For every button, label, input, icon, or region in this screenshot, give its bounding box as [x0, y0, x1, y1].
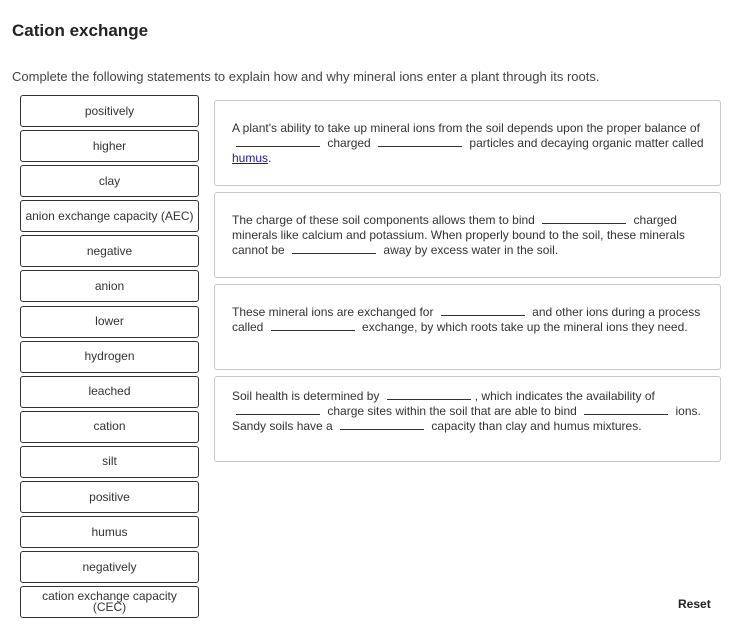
drop-blank-3a[interactable] — [441, 305, 525, 316]
statement-1-text-b: charged — [327, 136, 371, 150]
word-chip-anion-exchange-capacity[interactable]: anion exchange capacity (AEC) — [20, 200, 199, 232]
statement-4-text-d: ions. Sandy soils have a — [232, 404, 701, 433]
statement-4-text-e: capacity than clay and humus mixtures. — [431, 419, 642, 433]
word-chip-clay[interactable]: clay — [20, 165, 199, 197]
statement-3-text-b: and other ions during a process called — [232, 305, 701, 334]
statement-2-text-b: charged minerals like calcium and potassium. When properly bound to the soil, these minerals cannot be — [232, 213, 685, 257]
word-chip-humus[interactable]: humus — [20, 516, 199, 548]
statement-4-text-c: charge sites within the soil that are able to bind — [327, 404, 577, 418]
statement-box-3 — [214, 284, 721, 370]
word-chip-silt[interactable]: silt — [20, 446, 199, 478]
statement-2-text-a: The charge of these soil components allows them to bind — [232, 213, 535, 227]
statement-3-text-c: exchange, by which roots take up the mineral ions they need. — [362, 320, 688, 334]
statement-box-4 — [214, 376, 721, 462]
drop-blank-4a[interactable] — [387, 389, 471, 400]
drop-blank-1a[interactable] — [236, 136, 320, 147]
word-chip-negative[interactable]: negative — [20, 235, 199, 267]
drop-blank-2b[interactable] — [292, 243, 376, 254]
word-chip-anion[interactable]: anion — [20, 270, 199, 302]
word-chip-positively[interactable]: positively — [20, 95, 199, 127]
drop-blank-4b[interactable] — [236, 404, 320, 415]
word-chip-cation[interactable]: cation — [20, 411, 199, 443]
reset-button[interactable]: Reset — [678, 597, 711, 611]
drop-blank-4c[interactable] — [584, 404, 668, 415]
statement-1-text-a: A plant's ability to take up mineral ions from the soil depends upon the proper balance of — [232, 121, 700, 135]
statement-4-text-b: , which indicates the availability of — [474, 389, 655, 403]
statement-box-1 — [214, 100, 721, 186]
statement-1-text-c: particles and decaying organic matter called — [469, 136, 704, 150]
word-chip-leached[interactable]: leached — [20, 376, 199, 408]
statement-1-text-d: . — [268, 151, 272, 165]
word-chip-cation-exchange-capacity[interactable]: cation exchange capacity (CEC) — [20, 586, 199, 618]
drop-blank-1b[interactable] — [378, 136, 462, 147]
statement-4-text-a: Soil health is determined by — [232, 389, 380, 403]
word-bank — [20, 95, 199, 621]
drop-blank-2a[interactable] — [542, 213, 626, 224]
question-list — [214, 100, 721, 468]
statement-box-2 — [214, 192, 721, 278]
page-title: Cation exchange — [12, 21, 149, 40]
statement-3-text-a: These mineral ions are exchanged for — [232, 305, 434, 319]
statement-2-text-c: away by excess water in the soil. — [383, 243, 559, 257]
instructions-text: Complete the following statements to explain how and why mineral ions enter a plant through its roots. — [12, 69, 600, 84]
word-chip-higher[interactable]: higher — [20, 130, 199, 162]
word-chip-positive[interactable]: positive — [20, 481, 199, 513]
drop-blank-4d[interactable] — [340, 419, 424, 430]
humus-link[interactable]: humus — [232, 151, 269, 165]
word-chip-lower[interactable]: lower — [20, 306, 199, 338]
word-chip-hydrogen[interactable]: hydrogen — [20, 341, 199, 373]
word-chip-negatively[interactable]: negatively — [20, 551, 199, 583]
drop-blank-3b[interactable] — [271, 320, 355, 331]
